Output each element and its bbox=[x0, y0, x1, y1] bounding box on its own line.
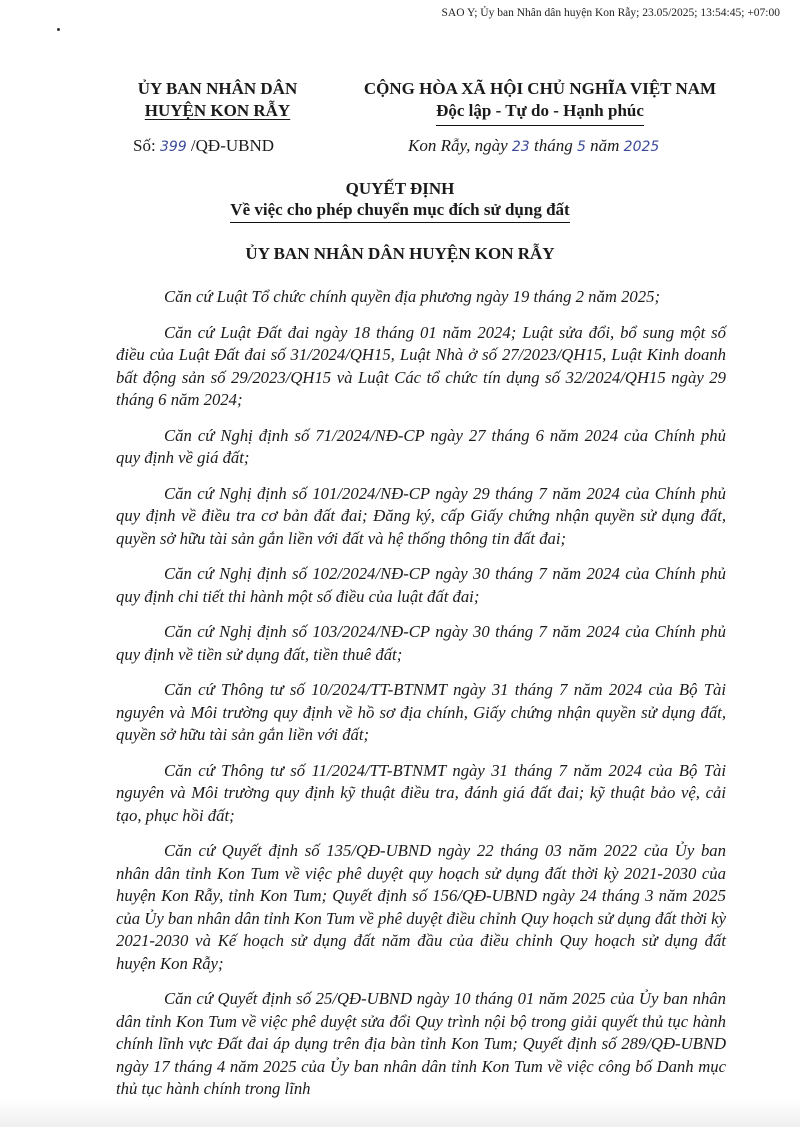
legal-basis-paragraph: Căn cứ Nghị định số 102/2024/NĐ-CP ngày 30 tháng 7 năm 2024 của Chính phủ quy định chi tiết thi hành một số điều của luật đất đai; bbox=[116, 564, 726, 606]
document-number bbox=[133, 136, 274, 156]
handwritten-number: 399 bbox=[159, 139, 187, 155]
digital-signature-stamp: SAO Y; Ủy ban Nhân dân huyện Kon Rẫy; 23.05/2025; 13:54:45; +07:00 bbox=[441, 7, 780, 19]
legal-basis-paragraph: Căn cứ Quyết định số 25/QĐ-UBND ngày 10 tháng 01 năm 2025 của Ủy ban nhân dân tỉnh Kon Tum về việc phê duyệt sửa đổi Quy trình nội bộ trong giải quyết thủ tục hành chính lĩnh vực Đất đai áp dụng trên địa bàn tỉnh Kon Tum; Quyết định số 289/QĐ-UBND ngày 17 tháng 4 năm 2025 của Ủy ban nhân dân tỉnh Kon Tum về việc công bố Danh mục thủ tục hành chính trong lĩnh bbox=[116, 989, 726, 1098]
legal-basis-paragraph: Căn cứ Luật Tổ chức chính quyền địa phương ngày 19 tháng 2 năm 2025; bbox=[164, 287, 660, 306]
number-suffix: /QĐ-UBND bbox=[190, 136, 275, 155]
legal-basis-paragraph: Căn cứ Nghị định số 101/2024/NĐ-CP ngày 29 tháng 7 năm 2024 của Chính phủ quy định về điều tra cơ bản đất đai; Đăng ký, cấp Giấy chứng nhận quyền sử dụng đất, quyền sở hữu tài sản gắn liền với đất và hệ thống thông tin đất đai; bbox=[116, 483, 726, 548]
handwritten-month: 5 bbox=[576, 139, 586, 155]
legal-basis-paragraph: Căn cứ Luật Đất đai ngày 18 tháng 01 năm 2024; Luật sửa đổi, bổ sung một số điều của Luật Đất đai số 31/2024/QH15, Luật Nhà ở số 27/2023/QH15, Luật Kinh doanh bất động sản số 29/2023/QH15 và Luật Các tổ chức tín dụng số 32/2024/QH15 ngày 29 tháng 6 năm 2024; bbox=[116, 322, 726, 409]
national-title bbox=[330, 78, 750, 126]
issuing-agency bbox=[110, 78, 325, 122]
country-name: CỘNG HÒA XÃ HỘI CHỦ NGHĨA VIỆT NAM bbox=[363, 79, 717, 98]
agency-line-1: ỦY BAN NHÂN DÂN bbox=[137, 79, 298, 98]
national-motto: Độc lập - Tự do - Hạnh phúc bbox=[436, 100, 644, 126]
subtitle-text: Về việc cho phép chuyển mục đích sử dụng đất bbox=[230, 200, 569, 223]
handwritten-year: 2025 bbox=[623, 139, 660, 155]
date-place: Kon Rẫy, ngày bbox=[408, 136, 508, 155]
issuer-heading: ỦY BAN NHÂN DÂN HUYỆN KON RẪY bbox=[245, 244, 555, 263]
number-prefix: Số: bbox=[133, 136, 156, 155]
year-label: năm bbox=[590, 136, 620, 155]
document-body bbox=[116, 286, 726, 1114]
document-title: QUYẾT ĐỊNH bbox=[345, 179, 455, 198]
month-label: tháng bbox=[533, 136, 573, 155]
handwritten-day: 23 bbox=[511, 139, 530, 155]
legal-basis-paragraph: Căn cứ Quyết định số 135/QĐ-UBND ngày 22 tháng 03 năm 2022 của Ủy ban nhân dân tỉnh Kon Tum về việc phê duyệt quy hoạch sử dụng đất thời kỳ 2021-2030 của huyện Kon Rẫy, tỉnh Kon Tum; Quyết định số 156/QĐ-UBND ngày 24 tháng 3 năm 2025 của Ủy ban nhân dân tỉnh Kon Tum về phê duyệt điều chỉnh Quy hoạch sử dụng đất thời kỳ 2021-2030 và Kế hoạch sử dụng đất năm đầu của điều chỉnh Quy hoạch sử dụng đất huyện Kon Rẫy; bbox=[116, 841, 726, 973]
legal-basis-paragraph: Căn cứ Thông tư số 10/2024/TT-BTNMT ngày 31 tháng 7 năm 2024 của Bộ Tài nguyên và Môi trường quy định về hồ sơ địa chính, Giấy chứng nhận quyền sử dụng đất, quyền sở hữu tài sản gắn liền với đất; bbox=[116, 680, 726, 744]
document-date bbox=[408, 136, 659, 156]
legal-basis-paragraph: Căn cứ Nghị định số 71/2024/NĐ-CP ngày 27 tháng 6 năm 2024 của Chính phủ quy định về giá đất; bbox=[116, 425, 726, 467]
legal-basis-paragraph: Căn cứ Nghị định số 103/2024/NĐ-CP ngày 30 tháng 7 năm 2024 của Chính phủ quy định về tiền sử dụng đất, tiền thuê đất; bbox=[116, 622, 726, 664]
scan-edge-shadow bbox=[0, 1099, 800, 1127]
document-subtitle bbox=[0, 200, 800, 223]
scan-dot bbox=[57, 28, 60, 31]
legal-basis-paragraph: Căn cứ Thông tư số 11/2024/TT-BTNMT ngày 31 tháng 7 năm 2024 của Bộ Tài nguyên và Môi trường quy định kỹ thuật điều tra, đánh giá đất đai; kỹ thuật bảo vệ, cải tạo, phục hồi đất; bbox=[116, 760, 726, 825]
agency-line-2: HUYỆN KON RẪY bbox=[144, 101, 291, 120]
